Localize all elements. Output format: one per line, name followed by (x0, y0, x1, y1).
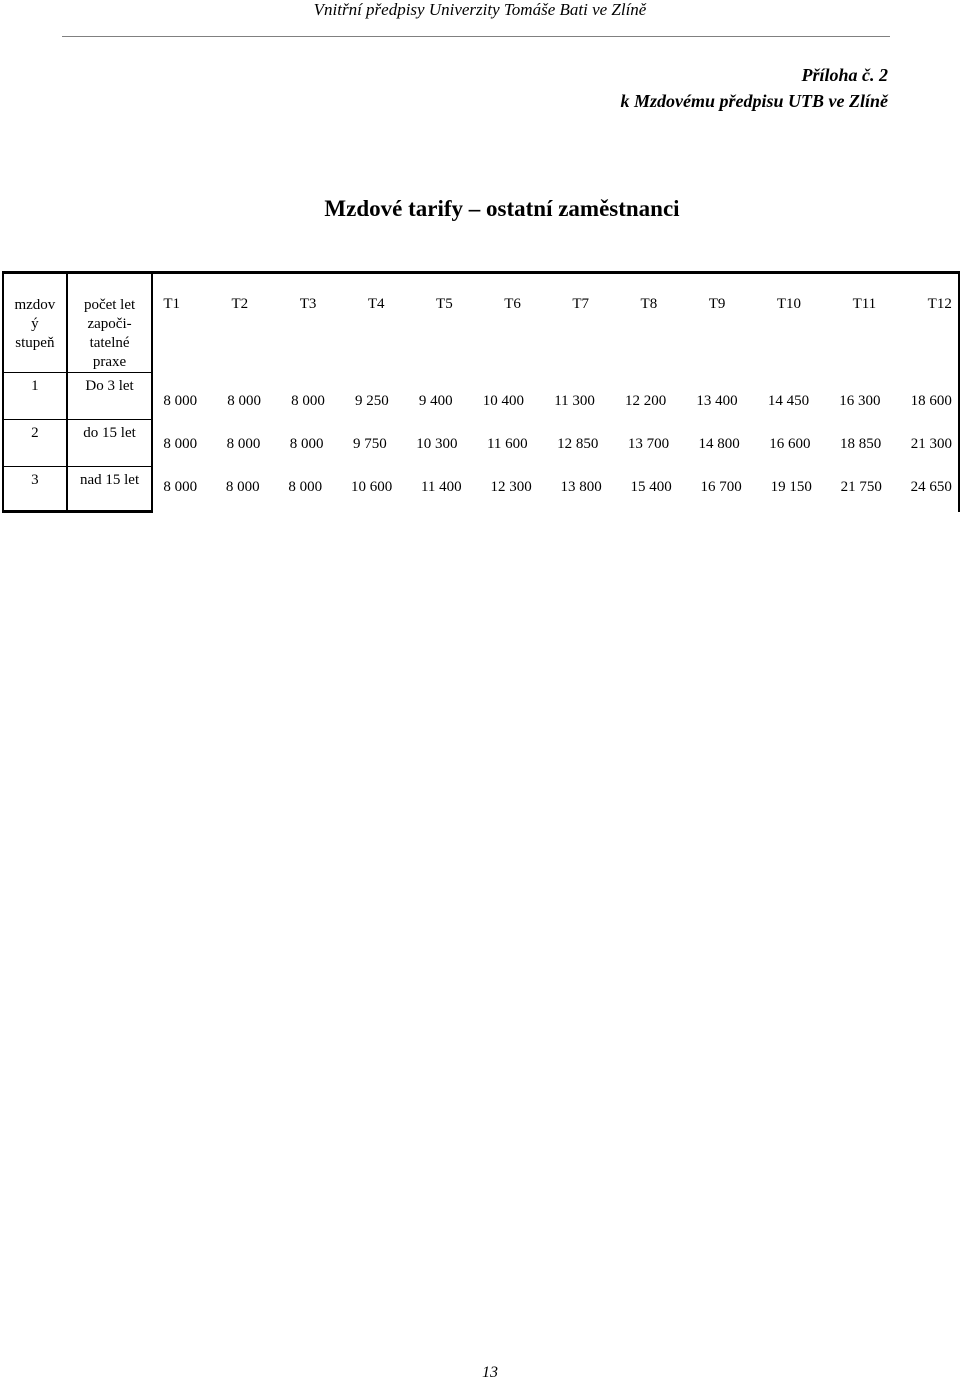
header-years-of-practice: počet let započi- tatelné praxe (67, 273, 153, 373)
tariff-value: 11 300 (554, 393, 595, 409)
tariff-values-row-1 (153, 393, 958, 410)
tariff-value: 8 000 (163, 436, 198, 452)
wage-level-2: 2 (3, 420, 67, 467)
tariff-values-area (152, 273, 959, 512)
tariff-class: T4 (367, 296, 385, 312)
experience-2: do 15 let (67, 420, 153, 467)
tariff-value: 10 600 (350, 479, 393, 495)
tariff-class: T8 (640, 296, 658, 312)
tariff-value: 19 150 (770, 479, 812, 495)
tariff-value: 14 450 (767, 393, 810, 409)
experience-3: nad 15 let (67, 467, 153, 512)
tariff-class: T6 (504, 296, 521, 312)
header-wage-level: mzdov ý stupeň (3, 273, 67, 373)
tariff-value: 11 600 (486, 436, 528, 452)
tariff-value: 12 300 (490, 479, 532, 495)
tariff-value: 21 750 (840, 479, 882, 495)
appendix-label (621, 62, 889, 114)
wage-tariff-table (2, 271, 960, 513)
tariff-value: 18 850 (839, 436, 882, 452)
tariff-values-row-3 (153, 479, 958, 496)
tariff-value: 14 800 (698, 436, 740, 452)
tariff-values-row-2 (153, 436, 958, 453)
tariff-value: 12 200 (625, 393, 667, 409)
running-header: Vnitřní předpisy Univerzity Tomáše Bati ve Zlíně (313, 0, 647, 19)
tariff-value: 8 000 (227, 393, 261, 409)
tariff-value: 21 300 (910, 436, 952, 452)
tariff-value: 24 650 (910, 479, 952, 495)
tariff-value: 11 400 (420, 479, 462, 495)
tariff-class: T3 (299, 296, 317, 312)
tariff-value: 12 850 (557, 436, 599, 452)
tariff-value: 8 000 (225, 479, 260, 495)
tariff-class: T5 (436, 296, 453, 312)
tariff-value: 15 400 (630, 479, 672, 495)
tariff-value: 8 000 (163, 393, 198, 409)
appendix-reference: k Mzdovému předpisu UTB ve Zlíně (620, 91, 888, 111)
tariff-value: 8 000 (288, 479, 323, 495)
tariff-value: 13 800 (560, 479, 602, 495)
tariff-class: T11 (852, 296, 877, 312)
page-title: Mzdové tarify – ostatní zaměstnanci (324, 196, 680, 221)
header-divider (62, 36, 890, 37)
tariff-value: 9 750 (353, 436, 387, 452)
appendix-number: Příloha č. 2 (801, 65, 888, 85)
tariff-value: 9 400 (418, 393, 453, 409)
tariff-value: 13 400 (696, 393, 738, 409)
tariff-value: 10 300 (416, 436, 458, 452)
tariff-class-row (153, 274, 958, 313)
tariff-value: 8 000 (163, 479, 198, 495)
tariff-class: T9 (708, 296, 726, 312)
tariff-value: 16 600 (769, 436, 811, 452)
tariff-class: T2 (231, 296, 249, 312)
tariff-value: 16 300 (839, 393, 881, 409)
tariff-value: 18 600 (910, 393, 952, 409)
wage-level-3: 3 (3, 467, 67, 512)
tariff-value: 16 700 (700, 479, 742, 495)
experience-1: Do 3 let (67, 373, 153, 420)
tariff-class: T1 (163, 296, 181, 312)
tariff-value: 9 250 (355, 393, 389, 409)
tariff-value: 8 000 (226, 436, 261, 452)
tariff-value: 10 400 (482, 393, 525, 409)
tariff-value: 8 000 (289, 436, 324, 452)
tariff-value: 13 700 (627, 436, 670, 452)
wage-level-1: 1 (3, 373, 67, 420)
tariff-class: T10 (776, 296, 802, 312)
tariff-class: T7 (572, 296, 590, 312)
tariff-value: 8 000 (291, 393, 325, 409)
tariff-class: T12 (927, 296, 952, 312)
page-number: 13 (482, 1364, 498, 1381)
